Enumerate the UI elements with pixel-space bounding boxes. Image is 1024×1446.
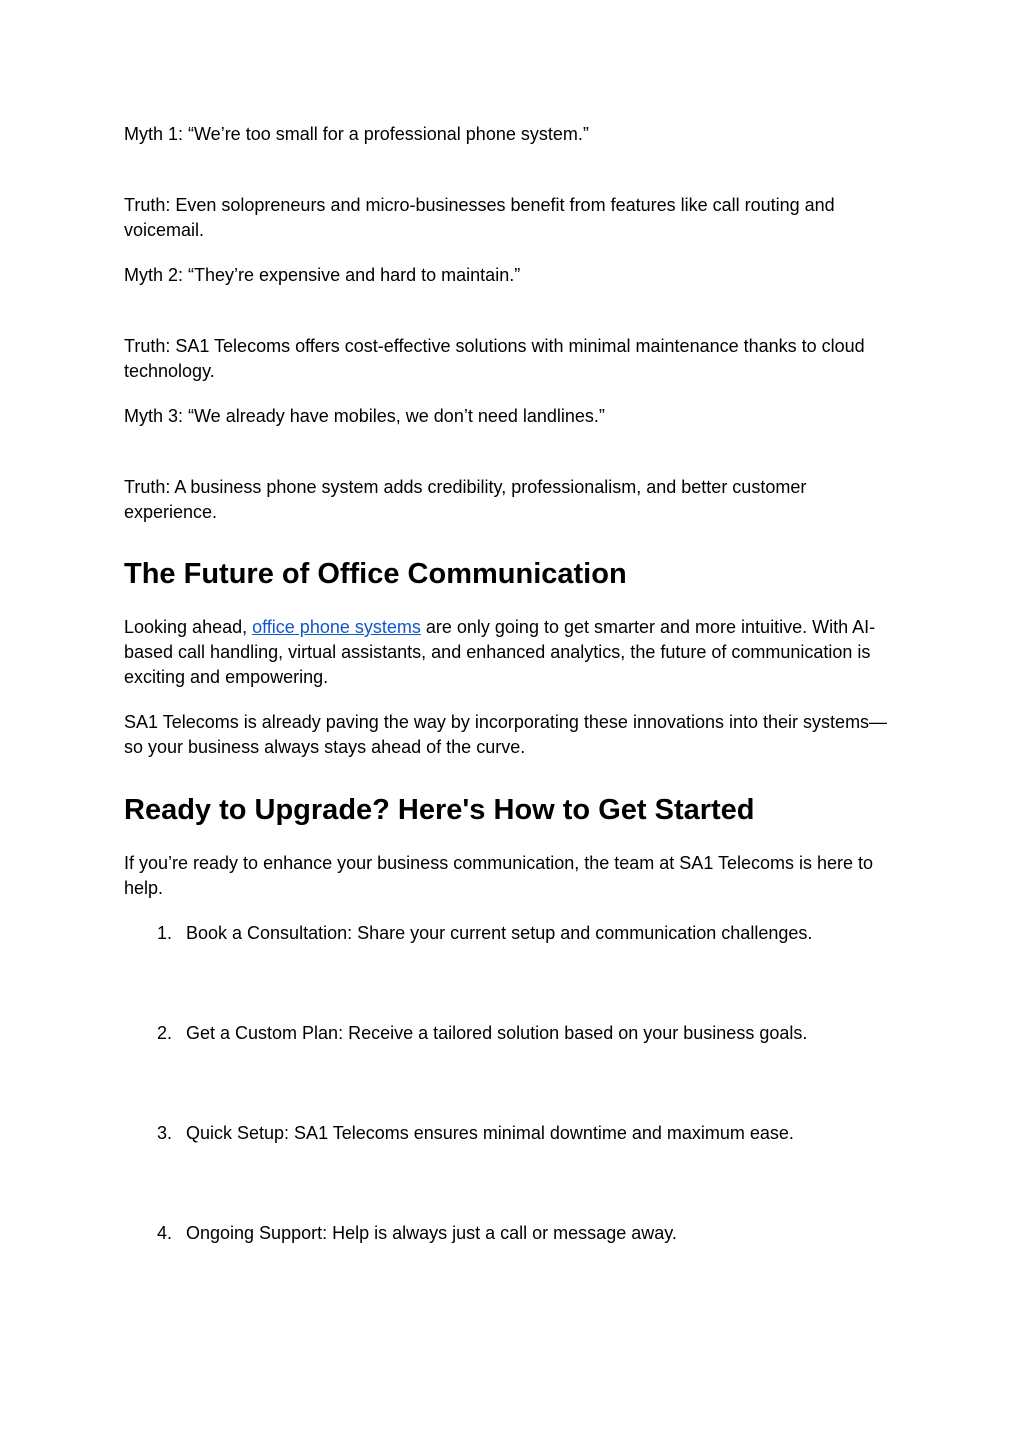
list-text: Get a Custom Plan: Receive a tailored solution based on your business goals. [186, 1023, 808, 1043]
truth-3: Truth: A business phone system adds credibility, professionalism, and better customer experience. [124, 477, 807, 522]
list-text: Book a Consultation: Share your current setup and communication challenges. [186, 923, 813, 943]
list-number: 2. [156, 1023, 172, 1043]
future-heading: The Future of Office Communication [124, 558, 627, 590]
truth-2: Truth: SA1 Telecoms offers cost-effective solutions with minimal maintenance thanks to cloud technology. [124, 336, 865, 381]
list-text: Ongoing Support: Help is always just a call or message away. [186, 1223, 677, 1243]
future-p1-before: Looking ahead, [124, 617, 253, 637]
office-phone-systems-link[interactable]: office phone systems [252, 617, 421, 637]
list-number: 3. [156, 1123, 172, 1143]
list-item [124, 921, 904, 946]
future-p1-after: are only going to get smarter and more intuitive. With AI-based call handling, virtual assistants, and enhanced analytics, the future of communication is exciting and empowering. [124, 617, 876, 687]
list-item [124, 1221, 904, 1246]
list-number: 4. [156, 1223, 172, 1243]
future-paragraph-2: SA1 Telecoms is already paving the way by incorporating these innovations into their systems—so your business always stays ahead of the curve. [124, 712, 888, 757]
list-text: Quick Setup: SA1 Telecoms ensures minimal downtime and maximum ease. [186, 1123, 794, 1143]
future-paragraph-1 [124, 615, 904, 690]
list-number: 1. [156, 923, 172, 943]
truth-1: Truth: Even solopreneurs and micro-businesses benefit from features like call routing and voicemail. [124, 195, 835, 240]
list-item [124, 1121, 904, 1146]
upgrade-intro: If you’re ready to enhance your business communication, the team at SA1 Telecoms is here to help. [124, 853, 874, 898]
myth-2: Myth 2: “They’re expensive and hard to maintain.” [124, 265, 521, 285]
myth-1: Myth 1: “We’re too small for a professional phone system.” [124, 124, 589, 144]
list-item [124, 1021, 904, 1046]
upgrade-heading: Ready to Upgrade? Here's How to Get Started [124, 794, 755, 826]
myth-3: Myth 3: “We already have mobiles, we don’t need landlines.” [124, 406, 605, 426]
